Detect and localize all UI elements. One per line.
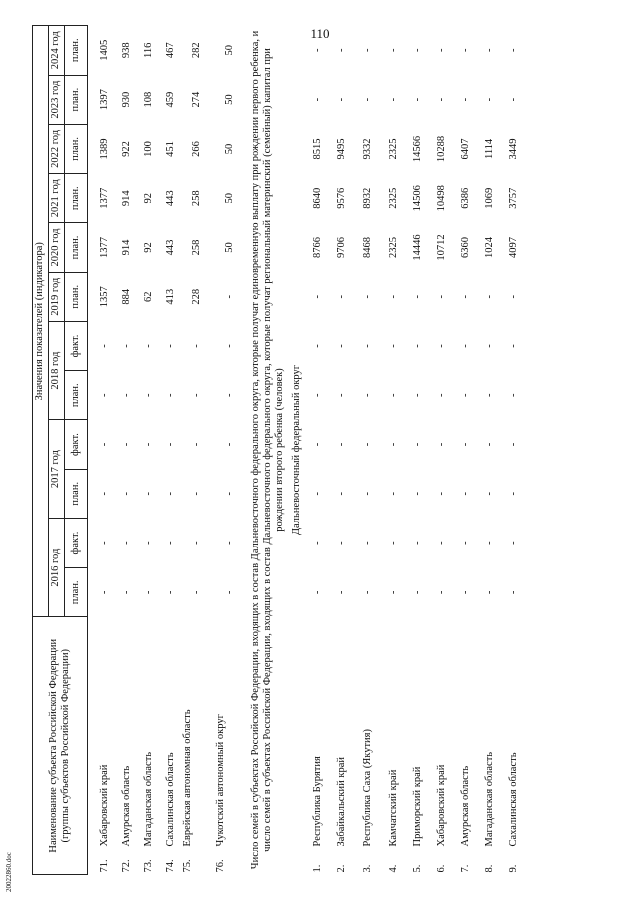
value-cell: - [362, 492, 374, 496]
value-cell: 14566 [412, 135, 424, 163]
plan-header: план. [65, 272, 88, 321]
value-cell: - [484, 48, 496, 53]
region-name: Сахалинская область [508, 752, 520, 847]
value-cell: 459 [164, 91, 176, 108]
value-cell: - [362, 541, 374, 545]
value-cell: - [336, 344, 348, 348]
value-cell: - [362, 344, 374, 348]
value-cell: - [142, 541, 154, 545]
value-cell: - [142, 442, 154, 447]
plan-header: план. [65, 371, 88, 420]
subject-column-header: Наименование субъекта Российской Федерации (группы субъектов Российской Федерации) [33, 617, 88, 875]
value-cell: - [98, 393, 110, 398]
value-cell: 914 [120, 239, 132, 256]
value-cell: - [436, 590, 448, 595]
value-cell: - [484, 590, 496, 595]
value-cell: 1024 [484, 236, 496, 258]
year-header: 2019 год [49, 272, 65, 321]
region-cell [116, 617, 138, 875]
values-group-header: Значения показателей (индикатора) [33, 26, 49, 617]
value-cell: - [436, 48, 448, 53]
value-cell: - [312, 590, 324, 595]
section-title: Дальневосточный федеральный округ [291, 364, 303, 536]
value-cell: - [460, 442, 472, 447]
value-cell: - [460, 541, 472, 545]
value-cell: - [98, 442, 110, 447]
region-cell [138, 617, 160, 875]
value-cell: - [412, 97, 424, 102]
value-cell: - [223, 590, 235, 595]
value-cell: - [362, 48, 374, 53]
value-cell: 258 [190, 190, 202, 207]
row-number: 2. [336, 864, 348, 873]
value-cell: 6386 [460, 187, 472, 209]
value-cell: 467 [164, 42, 176, 59]
region-name: Приморский край [412, 766, 424, 847]
row-number: 4. [388, 864, 400, 873]
region-name: Амурская область [460, 765, 472, 847]
value-cell: - [484, 442, 496, 447]
value-cell: - [508, 590, 520, 595]
table-row [406, 26, 430, 875]
value-cell: - [312, 344, 324, 348]
row-number: 9. [508, 864, 520, 873]
value-cell: - [312, 294, 324, 299]
value-cell: - [190, 541, 202, 545]
region-name: Республика Саха (Якутия) [362, 729, 374, 847]
value-cell: - [436, 541, 448, 545]
value-cell: - [142, 492, 154, 496]
plan-header: план. [65, 568, 88, 617]
value-cell: - [484, 393, 496, 398]
value-cell: 3449 [508, 138, 520, 160]
value-cell: - [508, 541, 520, 545]
value-cell: 274 [190, 91, 202, 108]
value-cell: - [388, 97, 400, 102]
value-cell: - [120, 393, 132, 398]
row-number: 76. [215, 859, 226, 873]
value-cell: - [412, 590, 424, 595]
value-cell: - [484, 541, 496, 545]
value-cell: - [388, 294, 400, 299]
value-cell: - [460, 492, 472, 496]
value-cell: - [98, 492, 110, 496]
value-cell: - [336, 442, 348, 447]
value-cell: - [484, 97, 496, 102]
fact-header: факт. [65, 321, 88, 370]
value-cell: - [460, 97, 472, 102]
region-name: Магаданская область [142, 751, 154, 847]
value-cell: 50 [223, 94, 235, 105]
value-cell: 9495 [336, 138, 348, 160]
value-cell: - [388, 48, 400, 53]
value-cell: - [98, 344, 110, 348]
value-cell: - [164, 344, 176, 348]
value-cell: 6407 [460, 138, 472, 160]
indicator-table [32, 25, 526, 875]
value-cell: 8640 [312, 187, 324, 209]
table-row [94, 26, 116, 875]
region-name: Хабаровский край [436, 764, 448, 847]
region-name: Сахалинская область [164, 752, 176, 847]
table-row [502, 26, 526, 875]
value-cell: 914 [120, 190, 132, 207]
value-cell: - [190, 442, 202, 447]
value-cell: - [412, 442, 424, 447]
region-name: Забайкальский край [336, 756, 348, 847]
value-cell: - [190, 344, 202, 348]
row-number: 5. [412, 864, 424, 873]
value-cell: - [120, 541, 132, 545]
value-cell: 413 [164, 288, 176, 305]
region-cell [182, 617, 212, 875]
value-cell: 1377 [98, 187, 110, 209]
year-header: 2017 год [49, 420, 65, 519]
value-cell: 282 [190, 42, 202, 59]
plan-header: план. [65, 223, 88, 272]
year-header: 2024 год [49, 26, 65, 76]
value-cell: - [336, 541, 348, 545]
value-cell: - [436, 393, 448, 398]
value-cell: 1377 [98, 236, 110, 258]
value-cell: 1397 [98, 89, 110, 111]
value-cell: 2325 [388, 138, 400, 160]
value-cell: 2325 [388, 236, 400, 258]
row-number: 74. [164, 859, 176, 873]
year-header: 2020 год [49, 223, 65, 272]
value-cell: - [164, 590, 176, 595]
table-row [354, 26, 382, 875]
value-cell: - [164, 541, 176, 545]
value-cell: - [362, 294, 374, 299]
region-name: Еврейская автономная область [182, 709, 193, 847]
value-cell: - [508, 492, 520, 496]
value-cell: - [388, 393, 400, 398]
value-cell: 1357 [98, 286, 110, 308]
value-cell: - [436, 97, 448, 102]
value-cell: - [120, 344, 132, 348]
value-cell: 1114 [484, 138, 496, 160]
row-number: 8. [484, 864, 496, 873]
value-cell: - [336, 48, 348, 53]
value-cell: - [312, 97, 324, 102]
value-cell: - [436, 294, 448, 299]
table-row [116, 26, 138, 875]
region-cell [94, 617, 116, 875]
value-cell: 922 [120, 141, 132, 157]
value-cell: - [484, 492, 496, 496]
value-cell: 451 [164, 141, 176, 157]
value-cell: - [388, 442, 400, 447]
value-cell: - [190, 393, 202, 398]
value-cell: 930 [120, 91, 132, 108]
value-cell: - [436, 442, 448, 447]
region-cell [382, 617, 406, 875]
region-cell [215, 617, 245, 875]
region-cell [430, 617, 454, 875]
value-cell: - [142, 590, 154, 595]
value-cell: 92 [142, 192, 154, 204]
row-number: 7. [460, 864, 472, 873]
value-cell: - [362, 97, 374, 102]
table-row [478, 26, 502, 875]
value-cell: - [312, 541, 324, 545]
value-cell: - [460, 344, 472, 348]
plan-header: план. [65, 174, 88, 223]
value-cell: 50 [223, 143, 235, 155]
value-cell: 258 [190, 239, 202, 256]
value-cell: - [223, 393, 235, 398]
region-cell [478, 617, 502, 875]
table-row [430, 26, 454, 875]
year-header: 2018 год [49, 321, 65, 420]
table-row [138, 26, 160, 875]
region-cell [306, 617, 330, 875]
value-cell: - [362, 442, 374, 447]
value-cell: 8932 [362, 187, 374, 209]
value-cell: - [388, 541, 400, 545]
value-cell: 8515 [312, 138, 324, 160]
value-cell: - [336, 590, 348, 595]
region-name: Чукотский автономный округ [215, 714, 226, 847]
value-cell: - [336, 294, 348, 299]
rotated-table-container [32, 25, 602, 875]
value-cell: - [436, 492, 448, 496]
region-cell [502, 617, 526, 875]
value-cell: 938 [120, 42, 132, 59]
value-cell: - [164, 442, 176, 447]
value-cell: - [388, 344, 400, 348]
value-cell: - [460, 393, 472, 398]
value-cell: - [508, 48, 520, 53]
region-name: Амурская область [120, 765, 132, 847]
value-cell: - [412, 294, 424, 299]
value-cell: - [484, 294, 496, 299]
value-cell: 6360 [460, 236, 472, 258]
value-cell: - [120, 442, 132, 447]
value-cell: - [142, 344, 154, 348]
row-number: 72. [120, 859, 132, 873]
value-cell: - [312, 442, 324, 447]
value-cell: 1405 [98, 39, 110, 61]
value-cell: 443 [164, 239, 176, 256]
value-cell: 228 [190, 288, 202, 305]
value-cell: 14446 [412, 234, 424, 261]
value-cell: - [223, 344, 235, 348]
value-cell: 443 [164, 190, 176, 207]
value-cell: - [508, 97, 520, 102]
value-cell: - [312, 48, 324, 53]
value-cell: 8468 [362, 236, 374, 258]
value-cell: 108 [142, 91, 154, 108]
value-cell: - [312, 492, 324, 496]
row-number: 75. [182, 859, 193, 873]
doc-code: 20022860.doc [5, 852, 13, 892]
region-name: Камчатский край [388, 769, 400, 847]
table-caption: Число семей в субъектах Российской Федерации, входящих в состав Дальневосточного федерального округа, которые получат единовременную выплату при рождении первого ребенка, и число семей в субъектах Российской Федерации, входящих в состав Дальневосточного федерального округа, которые получат региональный материнский (семейный) капитал при рождении второго ребенка (человек) [250, 30, 286, 870]
value-cell: 50 [223, 192, 235, 204]
value-cell: - [412, 492, 424, 496]
row-number: 71. [98, 859, 110, 873]
value-cell: - [460, 294, 472, 299]
value-cell: - [460, 590, 472, 595]
value-cell: - [190, 590, 202, 595]
value-cell: 4097 [508, 236, 520, 258]
value-cell: - [223, 541, 235, 545]
value-cell: 100 [142, 141, 154, 157]
value-cell: 266 [190, 141, 202, 157]
value-cell: 10288 [436, 135, 448, 163]
value-cell: 10712 [436, 234, 448, 261]
row-number: 1. [312, 864, 324, 873]
value-cell: - [223, 442, 235, 447]
region-cell [330, 617, 354, 875]
row-number: 73. [142, 859, 154, 873]
table-row [160, 26, 182, 875]
value-cell: - [412, 48, 424, 53]
region-name: Магаданская область [484, 751, 496, 847]
value-cell: 3757 [508, 187, 520, 209]
plan-header: план. [65, 469, 88, 518]
value-cell: - [508, 344, 520, 348]
value-cell: 2325 [388, 187, 400, 209]
year-header: 2023 год [49, 75, 65, 124]
value-cell: - [336, 97, 348, 102]
table-row [306, 26, 330, 875]
value-cell: 9706 [336, 236, 348, 258]
value-cell: - [388, 590, 400, 595]
page-number: 110 [310, 26, 330, 41]
fact-header: факт. [65, 420, 88, 469]
value-cell: - [362, 393, 374, 398]
row-number: 3. [362, 864, 374, 873]
value-cell: - [508, 442, 520, 447]
value-cell: 50 [223, 242, 235, 253]
value-cell: - [142, 393, 154, 398]
value-cell: 62 [142, 291, 154, 302]
value-cell: - [120, 590, 132, 595]
region-name: Республика Бурятия [312, 756, 324, 847]
value-cell: - [164, 393, 176, 398]
region-name: Хабаровский край [98, 764, 110, 847]
value-cell: - [508, 294, 520, 299]
value-cell: 9332 [362, 138, 374, 160]
value-cell: - [460, 48, 472, 53]
value-cell: 1069 [484, 187, 496, 209]
value-cell: - [120, 492, 132, 496]
value-cell: 9576 [336, 187, 348, 209]
fact-header: факт. [65, 518, 88, 567]
value-cell: - [336, 492, 348, 496]
value-cell: - [336, 393, 348, 398]
value-cell: 50 [223, 45, 235, 56]
table-row [454, 26, 478, 875]
value-cell: 10498 [436, 185, 448, 212]
value-cell: - [312, 393, 324, 398]
plan-header: план. [65, 124, 88, 173]
value-cell: 884 [120, 288, 132, 305]
value-cell: - [223, 492, 235, 496]
value-cell: - [98, 590, 110, 595]
value-cell: 92 [142, 242, 154, 253]
value-cell: - [362, 590, 374, 595]
value-cell: 1389 [98, 138, 110, 160]
value-cell: - [412, 541, 424, 545]
region-cell [454, 617, 478, 875]
value-cell: - [388, 492, 400, 496]
region-cell [160, 617, 182, 875]
table-row [382, 26, 406, 875]
table-row [215, 26, 245, 875]
value-cell: - [484, 344, 496, 348]
table-row [182, 26, 212, 875]
table-row [330, 26, 354, 875]
plan-header: план. [65, 75, 88, 124]
value-cell: 14506 [412, 185, 424, 212]
row-number: 6. [436, 864, 448, 873]
region-cell [406, 617, 430, 875]
value-cell: - [436, 344, 448, 348]
value-cell: - [412, 393, 424, 398]
value-cell: - [190, 492, 202, 496]
value-cell: - [98, 541, 110, 545]
value-cell: - [412, 344, 424, 348]
value-cell: - [223, 294, 235, 299]
region-cell [354, 617, 382, 875]
year-header: 2016 год [49, 518, 65, 617]
year-header: 2022 год [49, 124, 65, 173]
value-cell: - [164, 492, 176, 496]
value-cell: - [508, 393, 520, 398]
value-cell: 116 [142, 42, 154, 58]
year-header: 2021 год [49, 174, 65, 223]
value-cell: 8766 [312, 236, 324, 258]
plan-header: план. [65, 26, 88, 76]
